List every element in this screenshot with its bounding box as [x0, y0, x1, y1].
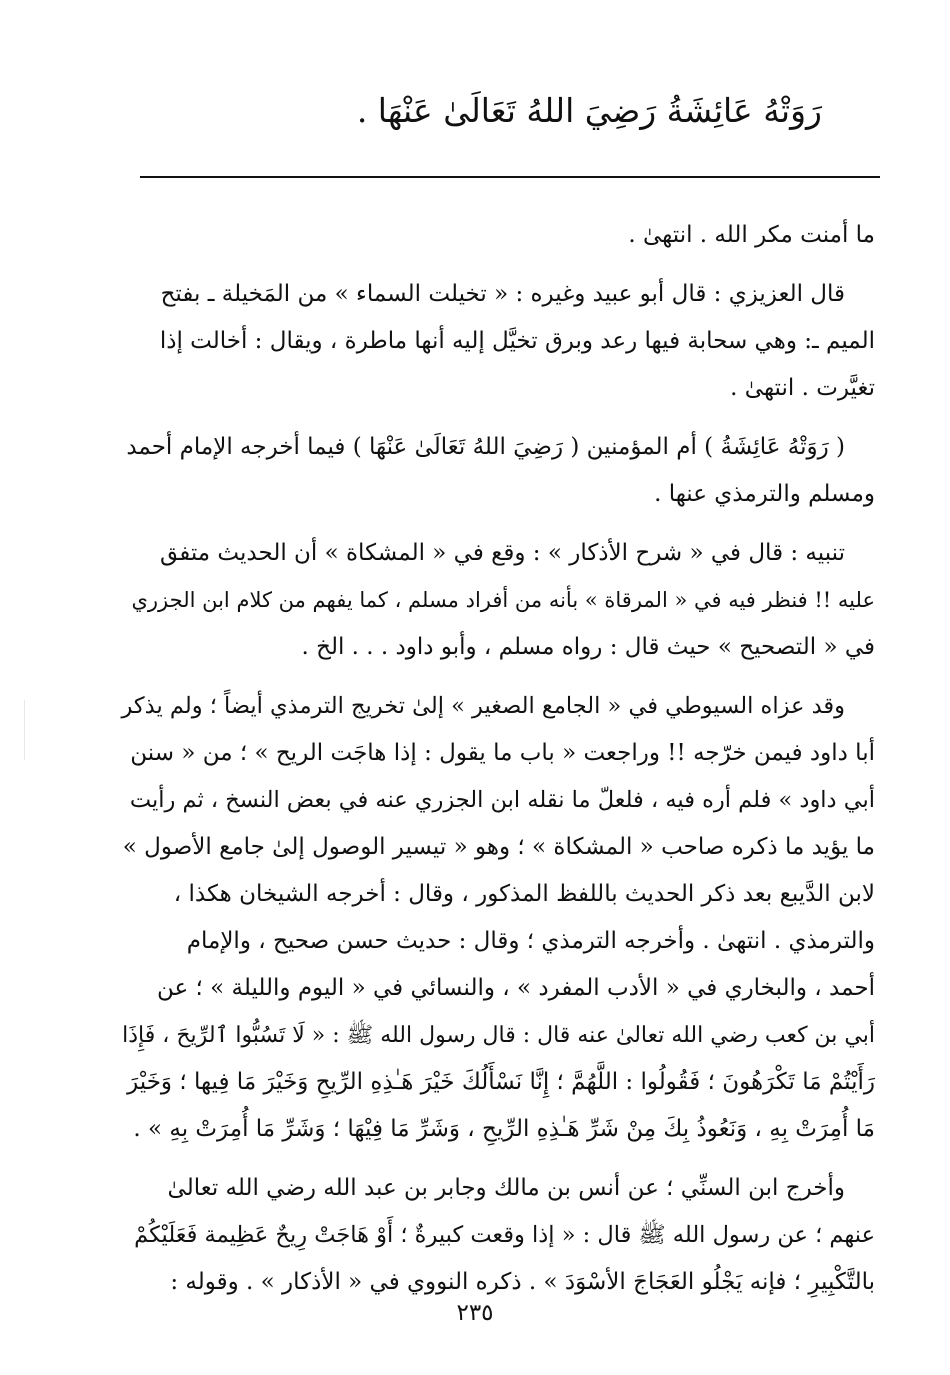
text-line: لابن الدَّيبع بعد ذكر الحديث باللفظ المذكور ، وقال : أخرجه الشيخان هكذا ، [173, 881, 875, 907]
margin-mark [24, 700, 25, 760]
text-line: عنهم ؛ عن رسول الله ﷺ قال : « إذا وقعت كبيرةٌ ؛ أَوْ هَاجَتْ رِيحٌ عَظِيمة فَعَلَيْكُمْ [134, 1222, 875, 1248]
text-line: أحمد ، والبخاري في « الأدب المفرد » ، والنسائي في « اليوم والليلة » ؛ عن [156, 975, 875, 1001]
paragraph-6 [120, 1165, 875, 1306]
page-body [120, 212, 875, 1318]
text-line: عليه !! فنظر فيه في « المرقاة » بأنه من أفراد مسلم ، كما يفهم من كلام ابن الجزري [131, 588, 875, 612]
text-line: أبا داود فيمن خرّجه !! وراجعت « باب ما يقول : إذا هاجَت الريح » ؛ من « سنن [130, 740, 875, 766]
text-line: ما أمنت مكر الله . انتهىٰ . [628, 222, 875, 248]
text-line: ( رَوَتْهُ عَائِشَةُ ) أم المؤمنين ( رَضِيَ اللهُ تَعَالَىٰ عَنْهَا ) فيما أخرجه الإمام أحمد [126, 434, 845, 460]
paragraph-5 [120, 683, 875, 1153]
text-line: تنبيه : قال في « شرح الأذكار » : وقع في « المشكاة » أن الحديث متفق [160, 540, 845, 566]
paragraph-2 [120, 271, 875, 412]
text-line: أبي داود » فلم أره فيه ، فلعلّ ما نقله ابن الجزري عنه في بعض النسخ ، ثم رأيت [129, 787, 875, 813]
text-line: تغيَّرت . انتهىٰ . [730, 375, 875, 401]
text-line: وقد عزاه السيوطي في « الجامع الصغير » إلىٰ تخريج الترمذي أيضاً ؛ ولم يذكر [121, 693, 845, 719]
paragraph-1 [120, 212, 875, 259]
text-line: رَأَيْتُمْ مَا تَكْرَهُونَ ؛ فَقُولُوا : اللَّهُمَّ ؛ إِنَّا نَسْأَلُكَ خَيْرَ هَـٰذِهِ الرِّيحِ وَخَيْرَ مَا فِيها ؛ وَخَيْرَ [127, 1069, 875, 1095]
text-line: في « التصحيح » حيث قال : رواه مسلم ، وأبو داود . . . الخ . [301, 634, 875, 660]
header-rule [140, 176, 880, 178]
text-line: الميم ـ: وهي سحابة فيها رعد وبرق تخيَّل إليه أنها ماطرة ، ويقال : أخالت إذا [159, 328, 875, 354]
text-line: والترمذي . انتهىٰ . وأخرجه الترمذي ؛ وقال : حديث حسن صحيح ، والإمام [186, 928, 875, 954]
text-line: ومسلم والترمذي عنها . [654, 481, 875, 507]
text-line: بالتَّكْبِيرِ ؛ فإنه يَجْلُو العَجَاجَ الأسْوَدَ » . ذكره النووي في « الأذكار » . وقوله : [170, 1269, 875, 1295]
paragraph-3 [120, 424, 875, 518]
running-header: رَوَتْهُ عَائِشَةُ رَضِيَ اللهُ تَعَالَىٰ عَنْهَا . [356, 91, 822, 130]
text-line: ما يؤيد ما ذكره صاحب « المشكاة » ؛ وهو « تيسير الوصول إلىٰ جامع الأصول » [122, 834, 875, 860]
text-line: مَا أُمِرَتْ بِهِ ، وَنَعُوذُ بِكَ مِنْ شَرِّ هَـٰذِهِ الرِّيحِ ، وَشَرِّ مَا فِيْهَا ؛ وَشَرِّ مَا أُمِرَتْ بِهِ » . [133, 1116, 875, 1142]
text-line: أبي بن كعب رضي الله تعالىٰ عنه قال : قال رسول الله ﷺ : « لَا تَسُبُّوا ٱلرِّيحَ ، فَإِذَا [122, 1023, 875, 1048]
text-line: قال العزيزي : قال أبو عبيد وغيره : « تخيلت السماء » من المَخيلة ـ بفتح [160, 281, 845, 307]
paragraph-4 [120, 530, 875, 671]
page-number: ٢٣٥ [456, 1300, 494, 1326]
text-line: وأخرج ابن السنِّي ؛ عن أنس بن مالك وجابر بن عبد الله رضي الله تعالىٰ [167, 1175, 845, 1201]
